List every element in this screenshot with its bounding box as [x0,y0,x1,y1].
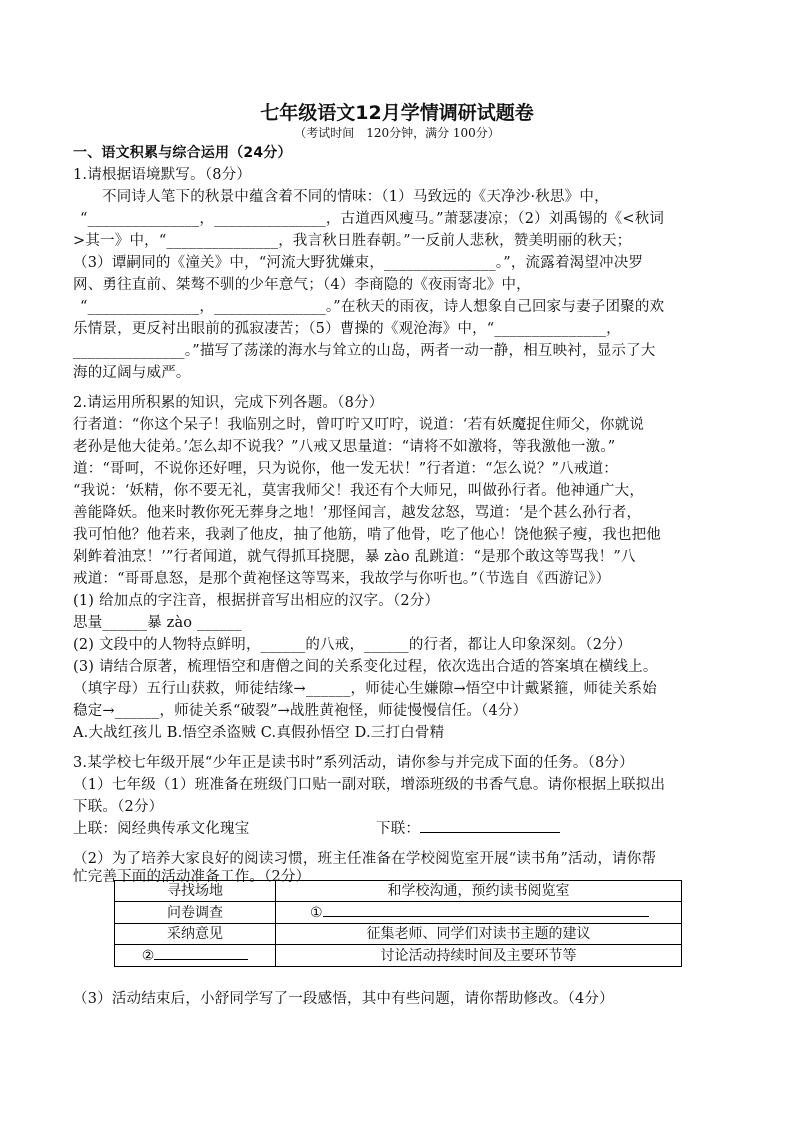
table-cell: 讨论活动持续时间及主要环节等 [276,945,682,967]
q2-options: A.大战红孩儿 B.悟空杀盗贼 C.真假孙悟空 D.三打白骨精 [73,725,445,741]
table-cell [276,902,682,924]
q2-passage-line: “我说：‘妖精，你不要无礼，莫害我师父！我还有个大师兄，叫做孙行者。他神通广大， [73,483,645,499]
table-row [115,945,682,967]
q2-passage-line: 我可怕他？他若来，我剥了他皮，抽了他筋，啃了他骨，吃了他心！饶他猴子瘦，我也把他 [73,527,661,543]
q3-part3: （3）活动结束后，小舒同学写了一段感悟，其中有些问题，请你帮助修改。（4分） [73,991,614,1007]
q1-text-line: （3）谭嗣同的《潼关》中，“河流大野犹嫌束，_______________。”，流露着渴望冲决罗 [73,255,644,271]
table-cell: 寻找场地 [115,881,276,902]
table-row [115,924,682,945]
table-cell: 和学校沟通，预约读书阅览室 [276,881,682,902]
table-cell: 征集老师、同学们对读书主题的建议 [276,924,682,945]
table-row [115,902,682,924]
q3-title: 3.某学校七年级开展“少年正是读书时”系列活动，请你参与并完成下面的任务。（8分） [73,755,634,771]
q3-text-line: 下联。（2分） [73,799,164,815]
table-cell [115,945,276,967]
q1-text-line: 不同诗人笔下的秋景中蕴含着不同的情味：（1）马致远的《天净沙·秋思》中， [102,189,609,205]
q2-subquestion: (1) 给加点的字注音，根据拼音写出相应的汉字。（2分） [73,593,440,609]
blank-marker: ② [141,948,155,964]
exam-info: （考试时间 120分钟，满分 100分） [294,126,500,140]
q1-text-line: 海的辽阔与威严。 [73,365,191,381]
table-row [115,881,682,902]
table-cell: 问卷调查 [115,902,276,924]
q2-subquestion: 稳定→______，师徒关系“破裂”→战胜黄袍怪，师徒慢慢信任。（4分） [73,703,528,719]
blank-marker: ① [310,905,323,921]
q2-passage-line: 道：“哥呵，不说你还好哩，只为说你，他一发无状！”行者道：“怎么说？”八戒道： [73,461,618,477]
q2-title: 2.请运用所积累的知识，完成下列各题。（8分） [73,395,384,411]
q2-subquestion: (3) 请结合原著，梳理悟空和唐僧之间的关系变化过程，依次选出合适的答案填在横线上。 [73,659,658,675]
q1-text-line: “_______________，_______________，古道西风瘦马。”萧瑟凄凉；（2）刘禹锡的《<秋词 [80,211,665,227]
q3-part2-line: （2）为了培养大家良好的阅读习惯，班主任准备在学校阅览室开展“读书角”活动，请你帮 [73,851,657,867]
q2-passage-line: 老孙是他大徒弟。’怎么却不说我？”八戒又思量道：“请将不如激将，等我激他一激。” [73,439,616,455]
q1-text-line: >其一》中，“_______________，我言秋日胜春朝。”一反前人悲秋，赞美明丽的秋天； [73,233,632,249]
q2-passage-line: 戒道：“哥哥息怒，是那个黄袍怪这等骂来，我故学与你听也。”（节选自《西游记》） [73,571,611,587]
q1-title: 1.请根据语境默写。（8分） [73,167,252,183]
q2-passage-line: 行者道：“你这个呆子！我临别之时，曾叮咛又叮咛，说道：‘若有妖魔捉住师父，你就说 [73,417,645,433]
q2-answer-blanks: 思量______暴 zào ______ [73,615,242,631]
activity-prep-table [114,880,682,967]
q1-text-line: 网、勇往直前、桀骜不驯的少年意气；（4）李商隐的《夜雨寄北》中， [73,277,531,293]
answer-blank-2[interactable] [154,945,248,960]
q3-text-line: （1）七年级（1）班准备在班级门口贴一副对联，增添班级的书香气息。请你根据上联拟出 [73,777,666,793]
page-title: 七年级语文12月学情调研试题卷 [260,102,534,124]
couplet-upper: 上联：阅经典传承文化瑰宝 [73,821,250,837]
q3-part2-line: 忙完善下面的活动准备工作。（2分） [73,869,311,885]
q2-subquestion: (2) 文段中的人物特点鲜明，______的八戒，______的行者，都让人印象深刻。（2分） [73,637,632,653]
section-heading: 一、语文积累与综合运用（24分） [73,145,292,161]
q2-subquestion: （填字母）五行山获救，师徒结缘→______，师徒心生嫌隙→悟空中计戴紧箍，师徒关系始 [73,681,657,697]
q2-passage-line: 剁鲊着油烹！’”行者闻道，就气得抓耳挠腮，暴 zào 乱跳道：“是那个敢这等骂我！”八 [73,549,636,565]
q1-text-line: “_______________，_______________。”在秋天的雨夜，诗人想象自己回家与妻子团聚的欢 [80,299,665,315]
q2-passage-line: 善能降妖。他来时教你死无葬身之地！’那怪闻言，越发忿怒，骂道：‘是个甚么孙行者， [73,505,642,521]
q1-text-line: 乐情景，更反衬出眼前的孤寂凄苦；（5）曹操的《观沧海》中，“_______________， [73,321,621,337]
couplet-lower [376,818,560,840]
couplet-answer-blank[interactable] [420,818,560,833]
couplet-lower-label: 下联： [376,821,421,837]
q1-text-line: _______________。”描写了荡漾的海水与耸立的山岛，两者一动一静，相互映衬，显示了大 [73,343,656,359]
answer-blank-1[interactable] [323,902,649,917]
table-cell: 采纳意见 [115,924,276,945]
